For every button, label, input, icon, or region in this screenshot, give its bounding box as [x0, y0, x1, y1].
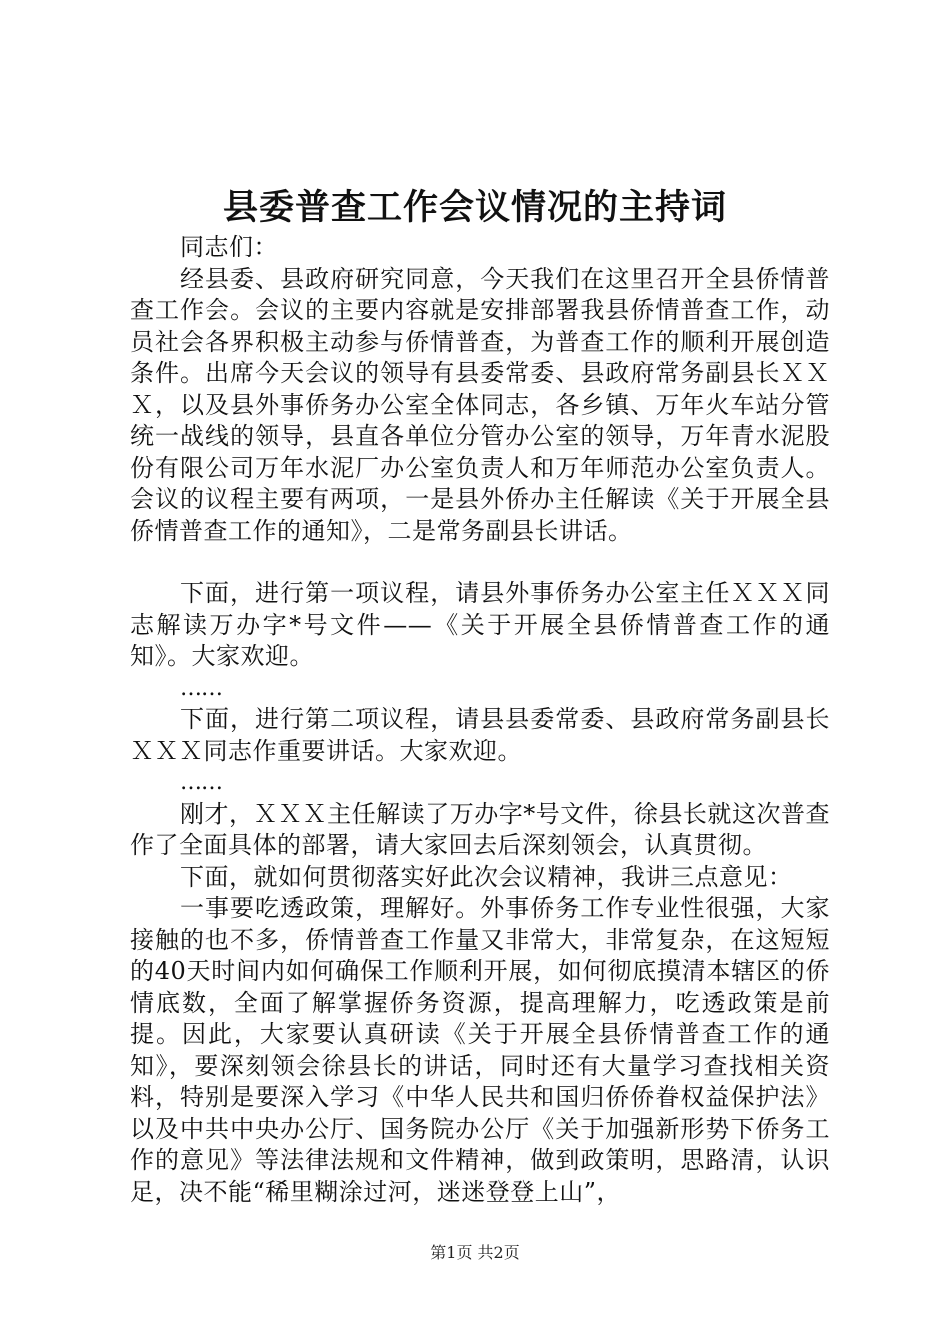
page-number-footer: 第1页 共2页 — [430, 1243, 520, 1262]
ellipsis-line: …… — [180, 675, 222, 701]
document-title: 县委普查工作会议情况的主持词 — [222, 187, 727, 228]
paragraph-agenda-two: 下面，进行第二项议程，请县县委常委、县政府常务副县长ＸＸＸ同志作重要讲话。大家欢迎。 — [130, 705, 830, 765]
paragraph-intro-points: 下面，就如何贯彻落实好此次会议精神，我讲三点意见： — [180, 862, 793, 891]
paragraph-agenda-one: 下面，进行第一项议程，请县外事侨务办公室主任ＸＸＸ同志解读万办字*号文件——《关于开展全县侨情普查工作的通知》。大家欢迎。 — [130, 579, 830, 670]
paragraph-spacer — [130, 547, 830, 578]
ellipsis-line: …… — [180, 770, 222, 795]
document-body — [130, 232, 830, 1208]
paragraph-opening: 经县委、县政府研究同意，今天我们在这里召开全县侨情普查工作会。会议的主要内容就是安排部署我县侨情普查工作，动员社会各界积极主动参与侨情普查，为普查工作的顺利开展创造条件。出席今天会议的领导有县委常委、县政府常务副县长ＸＸＸ，以及县外事侨务办公室全体同志，各乡镇、万年火车站分管统一战线的领导，县直各单位分管办公室的领导，万年青水泥股份有限公司万年水泥厂办公室负责人和万年师范办公室负责人。会议的议程主要有两项，一是县外侨办主任解读《关于开展全县侨情普查工作的通知》，二是常务副县长讲话。 — [130, 264, 830, 545]
paragraph-point-one: 一事要吃透政策，理解好。外事侨务工作专业性很强，大家接触的也不多，侨情普查工作量又非常大，非常复杂，在这短短的40天时间内如何确保工作顺利开展，如何彻底摸清本辖区的侨情底数，全面了解掌握侨务资源，提高理解力，吃透政策是前提。因此，大家要认真研读《关于开展全县侨情普查工作的通知》，要深刻领会徐县长的讲话，同时还有大量学习查找相关资料，特别是要深入学习《中华人民共和国归侨侨眷权益保护法》以及中共中央办公厅、国务院办公厅《关于加强新形势下侨务工作的意见》等法律法规和文件精神，做到政策明，思路清，认识足，决不能“稀里糊涂过河，迷迷登登上山”， — [130, 894, 830, 1206]
paragraph-summary: 刚才，ＸＸＸ主任解读了万办字*号文件，徐县长就这次普查作了全面具体的部署，请大家回去后深刻领会，认真贯彻。 — [130, 799, 830, 859]
salutation: 同志们： — [180, 233, 278, 261]
